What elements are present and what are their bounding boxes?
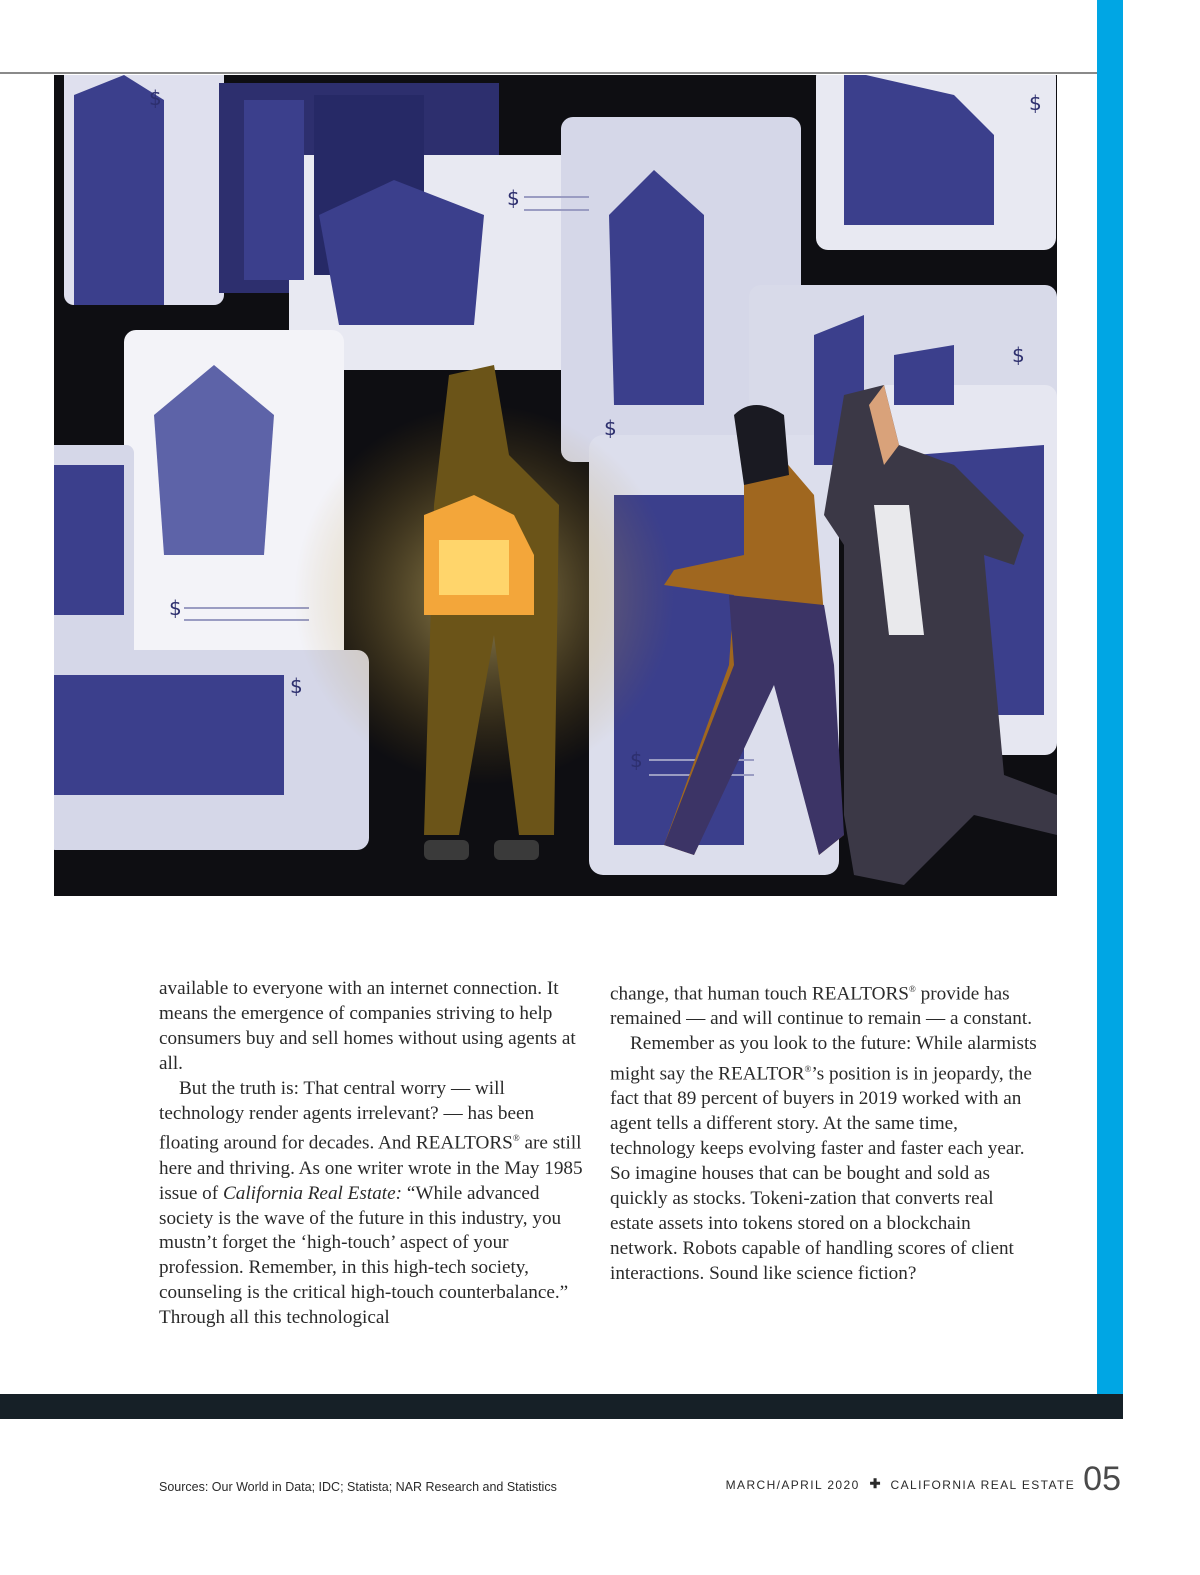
publication-title: California Real Estate: <box>222 1182 403 1204</box>
footer-band <box>0 1394 1123 1419</box>
paragraph: But the truth is: That central worry — will technology render agents irrelevant? — has been floating around for decades. And REALTORS® are still here and thriving. As one writer wrote in the May 1985 issue of California Real Estate: “While advanced society is the wave of the future in this industry, you mustn’t forget the ‘high-touch’ aspect of your profession. Remember, in this high-tech society, counseling is the critical high-touch counterbalance.” Through all this technological <box>159 1077 583 1329</box>
top-divider <box>0 72 1097 74</box>
svg-text:$: $ <box>169 596 182 620</box>
article-column-left <box>159 977 589 1331</box>
folio <box>726 1462 1121 1496</box>
svg-text:$: $ <box>630 748 643 772</box>
registered-mark: ® <box>908 984 916 994</box>
cross-icon: ✚ <box>869 1476 881 1491</box>
svg-text:$: $ <box>604 416 617 440</box>
paragraph: Remember as you look to the future: While alarmists might say the REALTOR®’s position is in jeopardy, the fact that 89 percent of buyers in 2019 worked with an agent tells a different story. At the same time, technology keeps evolving faster and faster each year. So imagine houses that can be bought and sold as quickly as stocks. Tokeni-zation that converts real estate assets into tokens stored on a blockchain network. Robots capable of handling scores of client interactions. Sound like science fiction? <box>610 1033 1037 1284</box>
svg-text:$: $ <box>507 186 520 210</box>
registered-mark: ® <box>512 1133 520 1144</box>
svg-text:$: $ <box>290 674 303 698</box>
page-number: 05 <box>1083 1460 1121 1498</box>
paragraph: available to everyone with an internet connection. It means the emergence of companies striving to help consumers buy and sell homes without using agents at all. <box>159 978 576 1074</box>
article-column-right <box>610 977 1040 1287</box>
accent-side-bar <box>1097 0 1123 1395</box>
issue-date: MARCH/APRIL 2020 <box>725 1478 860 1492</box>
svg-text:$: $ <box>149 86 162 110</box>
houses-tablets-illustration-icon <box>54 75 1057 896</box>
registered-mark: ® <box>804 1064 812 1075</box>
footer-band-corner <box>1097 1394 1123 1419</box>
svg-text:$: $ <box>1029 91 1042 115</box>
magazine-name: CALIFORNIA REAL ESTATE <box>890 1478 1076 1492</box>
article-illustration <box>54 75 1057 896</box>
sources-note: Sources: Our World in Data; IDC; Statista; NAR Research and Statistics <box>159 1480 557 1494</box>
paragraph: change, that human touch REALTORS® provide has remained — and will continue to remain — a constant. <box>610 983 1033 1030</box>
svg-text:$: $ <box>1012 343 1025 367</box>
